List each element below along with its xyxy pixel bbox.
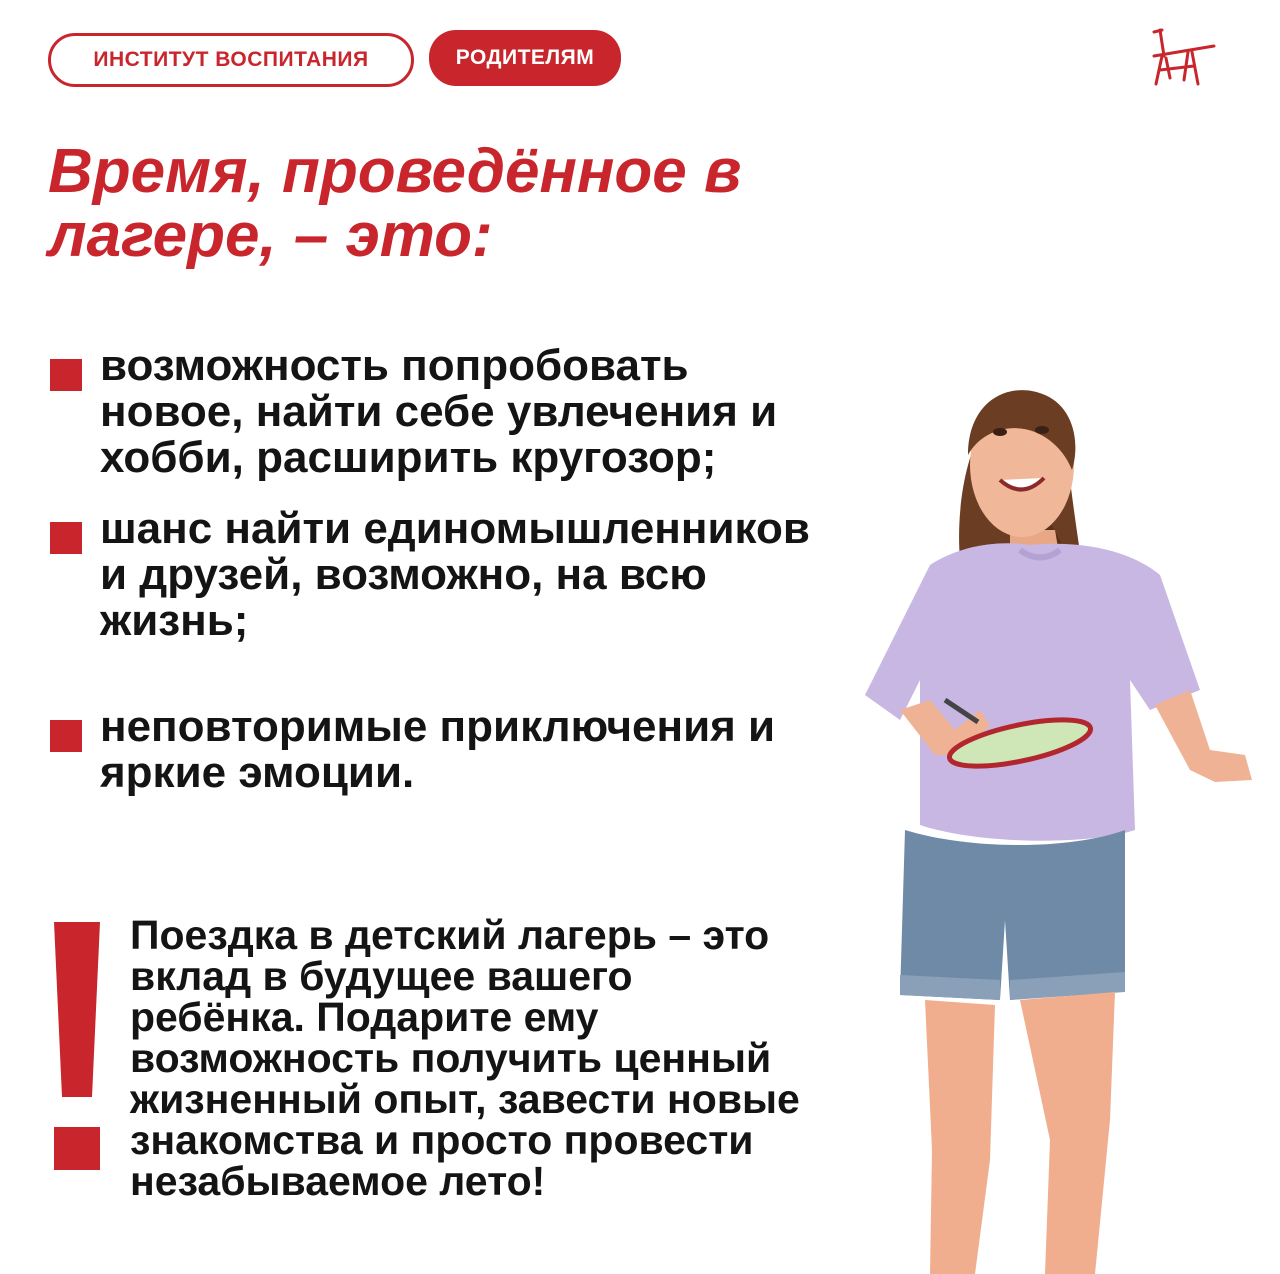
exclamation-icon bbox=[52, 922, 102, 1170]
callout-line: возможность получить ценный bbox=[130, 1035, 772, 1081]
chair-logo-icon bbox=[1148, 26, 1218, 88]
list-item-line: яркие эмоции. bbox=[100, 748, 415, 797]
headline-line-2: лагере, – это: bbox=[48, 201, 493, 270]
callout-line: жизненный опыт, завести новые bbox=[130, 1076, 800, 1122]
headline-line-1: Время, проведённое в bbox=[48, 137, 742, 206]
institute-tag: ИНСТИТУТ ВОСПИТАНИЯ bbox=[48, 33, 414, 87]
girl-with-badminton-racket-photo bbox=[860, 360, 1270, 1274]
bullet-square-icon bbox=[50, 359, 82, 391]
callout-line: ребёнка. Подарите ему bbox=[130, 994, 599, 1040]
callout-line: знакомства и просто провести bbox=[130, 1117, 754, 1163]
list-item-text bbox=[100, 343, 900, 481]
list-item-line: шанс найти единомышленников bbox=[100, 504, 810, 553]
callout-line: вклад в будущее вашего bbox=[130, 953, 633, 999]
headline bbox=[48, 137, 868, 270]
list-item-line: жизнь; bbox=[100, 596, 249, 645]
list-item-line: возможность попробовать bbox=[100, 341, 689, 390]
list-item-line: хобби, расширить кругозор; bbox=[100, 433, 717, 482]
callout-text bbox=[130, 912, 890, 1204]
list-item-text bbox=[100, 704, 900, 796]
list-item-line: новое, найти себе увлечения и bbox=[100, 387, 778, 436]
list-item-line: неповторимые приключения и bbox=[100, 702, 776, 751]
callout-line: Поездка в детский лагерь – это bbox=[130, 912, 770, 958]
list-item-line: и друзей, возможно, на всю bbox=[100, 550, 707, 599]
bullet-square-icon bbox=[50, 522, 82, 554]
bullet-square-icon bbox=[50, 720, 82, 752]
parents-tag: РОДИТЕЛЯМ bbox=[429, 30, 621, 86]
list-item-text bbox=[100, 506, 900, 644]
callout-line: незабываемое лето! bbox=[130, 1158, 546, 1204]
